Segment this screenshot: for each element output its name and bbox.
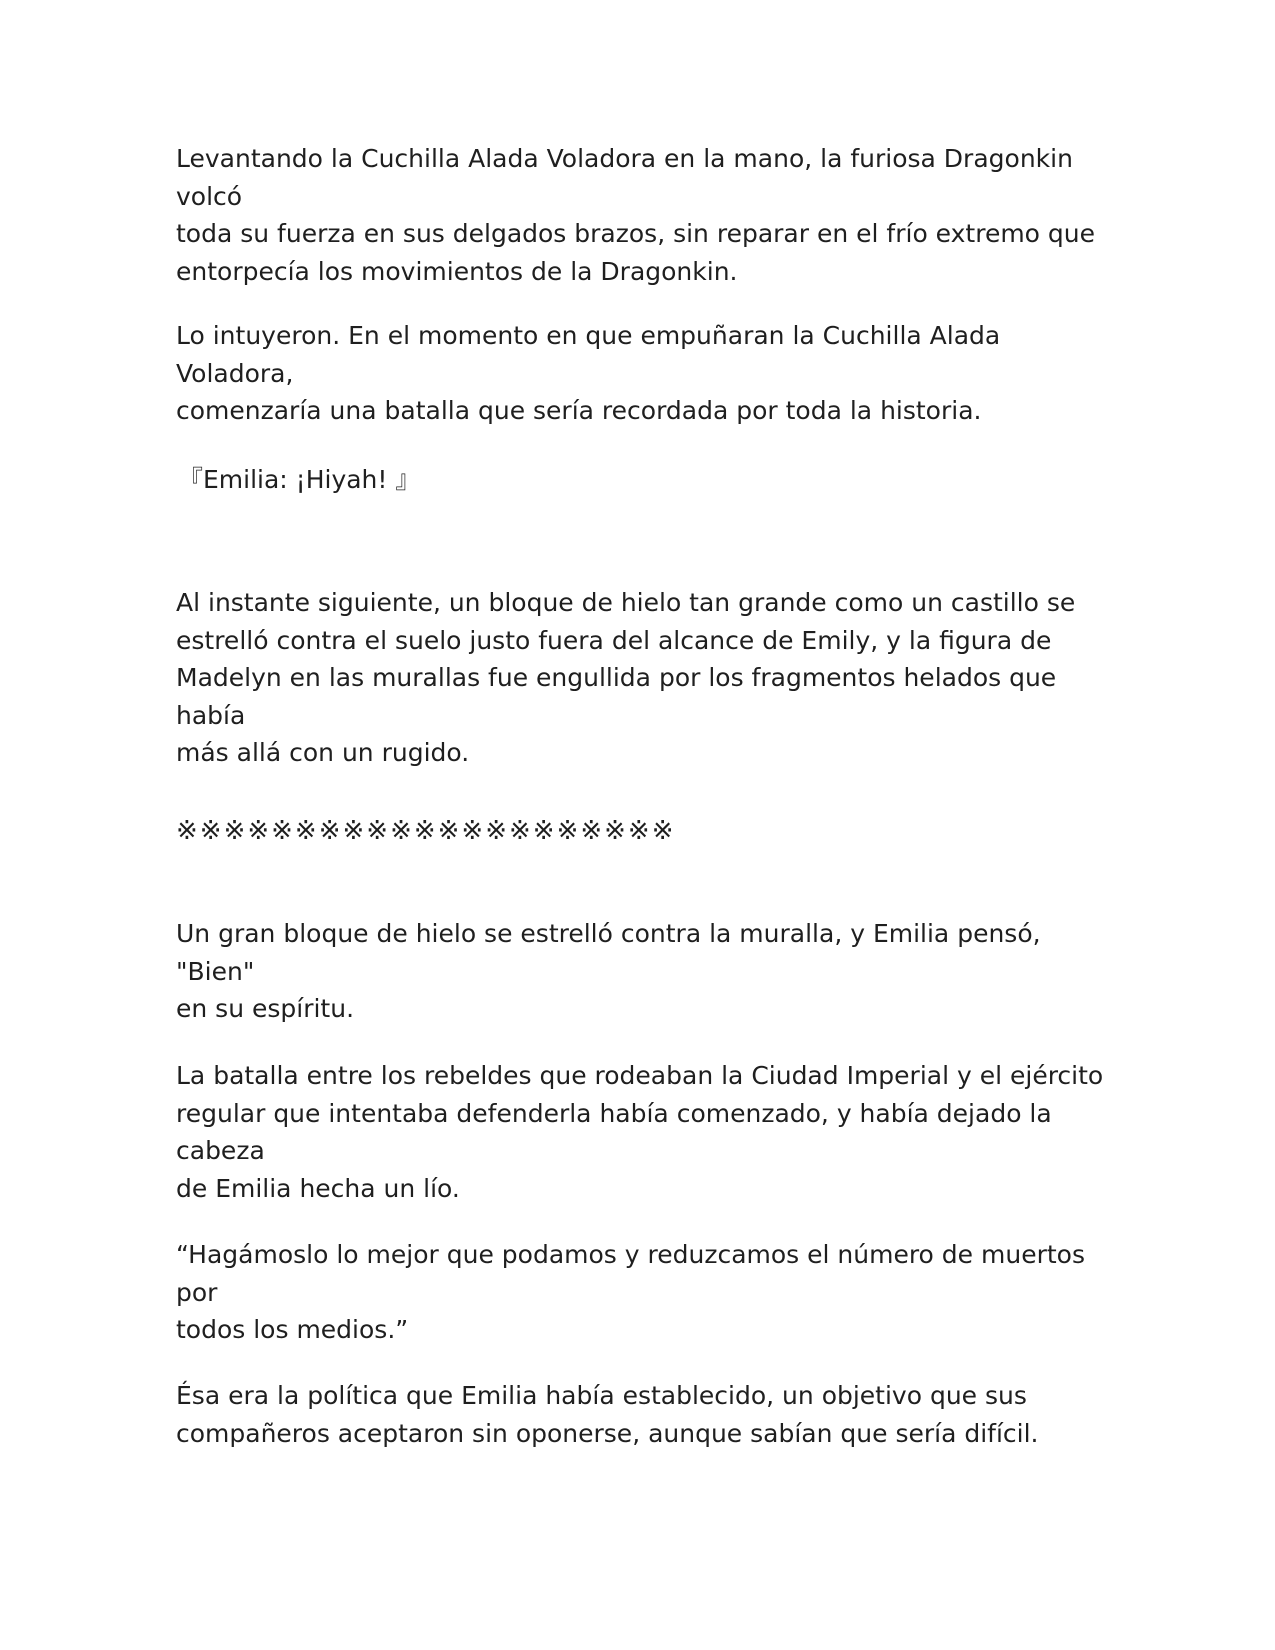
- paragraph-7: Ésa era la política que Emilia había establecido, un objetivo que sus compañeros aceptaron sin oponerse, aunque sabían que sería difícil.: [176, 1381, 1039, 1448]
- paragraph-5: La batalla entre los rebeldes que rodeaban la Ciudad Imperial y el ejército regular que intentaba defenderla había comenzado, y había dejado la cabeza de Emilia hecha un lío.: [176, 1061, 1104, 1203]
- paragraph-1: Levantando la Cuchilla Alada Voladora en la mano, la furiosa Dragonkin volcó toda su fuerza en sus delgados brazos, sin reparar en el frío extremo que entorpecía los movimientos de la Dragonkin.: [176, 144, 1096, 286]
- dialogue-line: 『Emilia: ¡Hiyah! 』: [178, 465, 421, 494]
- paragraph-6: “Hagámoslo lo mejor que podamos y reduzcamos el número de muertos por todos los medios.”: [176, 1240, 1085, 1344]
- section-separator: ※※※※※※※※※※※※※※※※※※※※※: [176, 816, 676, 846]
- paragraph-2: Lo intuyeron. En el momento en que empuñaran la Cuchilla Alada Voladora, comenzaría una batalla que sería recordada por toda la historia.: [176, 321, 1001, 425]
- paragraph-3: Al instante siguiente, un bloque de hielo tan grande como un castillo se estrelló contra el suelo justo fuera del alcance de Emily, y la figura de Madelyn en las murallas fue engullida por los fragmentos helados que había más allá con un rugido.: [176, 588, 1076, 767]
- paragraph-4: Un gran bloque de hielo se estrelló contra la muralla, y Emilia pensó, "Bien" en su espíritu.: [176, 919, 1041, 1023]
